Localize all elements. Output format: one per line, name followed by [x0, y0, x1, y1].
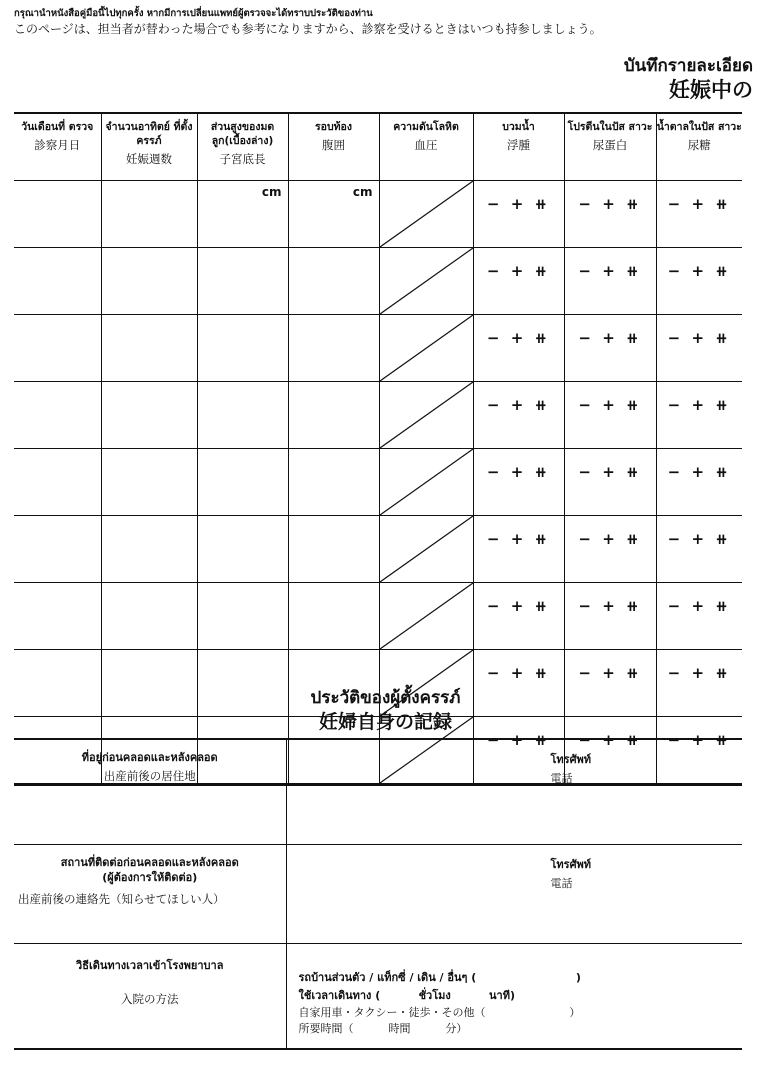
exam-row	[14, 516, 742, 583]
exam-header-row	[14, 113, 742, 181]
notice-thai: กรุณานำหนังสือคู่มือนี้ไปทุกครั้ง หากมีการเปลี่ยนแพทย์ผู้ตรวจจะได้ทราบประวัติของท่าน	[14, 8, 373, 19]
urine-sugar-marks[interactable]: − + ⧺	[656, 583, 742, 650]
residence-row	[14, 739, 742, 845]
urine-sugar-marks[interactable]: − + ⧺	[656, 248, 742, 315]
blood-pressure-cell[interactable]	[379, 315, 473, 382]
edema-marks[interactable]: − + ⧺	[473, 717, 564, 785]
diagonal-divider	[380, 583, 473, 649]
unit-cm-label: cm	[261, 185, 282, 199]
section-title-thai: ประวัติของผู้ตั้งครรภ์	[310, 688, 461, 708]
col-pregnancy-weeks: จำนวนอาทิตย์ ที่ตั้งครรภ์ 妊娠週数	[101, 113, 197, 181]
abdominal-girth-cell[interactable]	[288, 181, 379, 248]
blood-pressure-cell[interactable]	[379, 181, 473, 248]
abdominal-girth-cell[interactable]	[288, 382, 379, 449]
abdominal-girth-cell[interactable]	[288, 248, 379, 315]
unit-cm-label: cm	[352, 185, 373, 199]
abdominal-girth-cell[interactable]	[288, 315, 379, 382]
contact-phone-label-jp: 電話	[550, 877, 573, 890]
access-field[interactable]	[286, 944, 742, 1050]
exam-row	[14, 315, 742, 382]
residence-phone-label-jp: 電話	[550, 772, 573, 785]
weeks-cell[interactable]	[101, 449, 197, 516]
urine-protein-marks[interactable]: − + ⧺	[564, 181, 656, 248]
residence-field[interactable]	[286, 739, 742, 845]
edema-marks[interactable]: − + ⧺	[473, 382, 564, 449]
fundal-height-cell[interactable]	[197, 382, 288, 449]
col-urine-protein: โปรตีนในปัส สาวะ 尿蛋白	[564, 113, 656, 181]
date-cell[interactable]	[14, 181, 101, 248]
weeks-cell[interactable]	[101, 315, 197, 382]
urine-protein-marks[interactable]: − + ⧺	[564, 583, 656, 650]
col-urine-sugar: น้ำตาลในปัส สาวะ 尿糖	[656, 113, 742, 181]
access-options-jp: 自家用車・タクシー・徒歩・その他（ ）	[298, 1006, 581, 1019]
urine-sugar-marks[interactable]: − + ⧺	[656, 650, 742, 717]
notice-japanese: このページは、担当者が替わった場合でも参考になりますから、診察を受けるときはいつも持参しましょう。	[14, 22, 602, 36]
access-row	[14, 944, 742, 1050]
date-cell[interactable]	[14, 516, 101, 583]
fundal-height-cell[interactable]	[197, 315, 288, 382]
fundal-height-cell[interactable]	[197, 583, 288, 650]
diagonal-divider	[380, 248, 473, 314]
edema-marks[interactable]: − + ⧺	[473, 181, 564, 248]
date-cell[interactable]	[14, 382, 101, 449]
exam-row	[14, 181, 742, 248]
contact-label: สถานที่ติดต่อก่อนคลอดและหลังคลอด (ผู้ต้องการให้ติดต่อ) 出産前後の連絡先（知らせてほしい人）	[14, 845, 286, 944]
weeks-cell[interactable]	[101, 248, 197, 315]
weeks-cell[interactable]	[101, 516, 197, 583]
access-time-thai: ใช้เวลาเดินทาง ( ชั่วโมง นาที)	[298, 989, 516, 1002]
urine-sugar-marks[interactable]: − + ⧺	[656, 181, 742, 248]
urine-protein-marks[interactable]: − + ⧺	[564, 248, 656, 315]
abdominal-girth-cell[interactable]	[288, 583, 379, 650]
access-label: วิธีเดินทางเวลาเข้าโรงพยาบาล 入院の方法	[14, 944, 286, 1050]
personal-history-table	[14, 738, 742, 1050]
exam-row	[14, 449, 742, 516]
date-cell[interactable]	[14, 248, 101, 315]
access-time-jp: 所要時間（ 時間 分）	[298, 1022, 468, 1035]
heading-japanese: 妊娠中の	[669, 78, 753, 102]
blood-pressure-cell[interactable]	[379, 382, 473, 449]
blood-pressure-cell[interactable]	[379, 449, 473, 516]
weeks-cell[interactable]	[101, 382, 197, 449]
weeks-cell[interactable]	[101, 583, 197, 650]
col-abdominal-girth: รอบท้อง 腹囲	[288, 113, 379, 181]
section-title-japanese: 妊婦自身の記録	[318, 711, 452, 733]
diagonal-divider	[380, 382, 473, 448]
blood-pressure-cell[interactable]	[379, 516, 473, 583]
urine-protein-marks[interactable]: − + ⧺	[564, 516, 656, 583]
access-options-thai: รถบ้านส่วนตัว / แท็กซี่ / เดิน / อื่นๆ ( )	[298, 971, 581, 984]
date-cell[interactable]	[14, 583, 101, 650]
edema-marks[interactable]: − + ⧺	[473, 516, 564, 583]
exam-row	[14, 382, 742, 449]
diagonal-divider	[380, 516, 473, 582]
heading-thai: บันทึกรายละเอียด	[623, 56, 753, 76]
urine-protein-marks[interactable]: − + ⧺	[564, 717, 656, 785]
residence-label: ที่อยู่ก่อนคลอดและหลังคลอด 出産前後の居住地	[14, 739, 286, 845]
edema-marks[interactable]: − + ⧺	[473, 315, 564, 382]
col-fundal-height: ส่วนสูงของมด ลูก(เบื้องล่าง) 子宮底長	[197, 113, 288, 181]
urine-sugar-marks[interactable]: − + ⧺	[656, 449, 742, 516]
abdominal-girth-cell[interactable]	[288, 449, 379, 516]
edema-marks[interactable]: − + ⧺	[473, 248, 564, 315]
edema-marks[interactable]: − + ⧺	[473, 650, 564, 717]
fundal-height-cell[interactable]	[197, 181, 288, 248]
date-cell[interactable]	[14, 315, 101, 382]
edema-marks[interactable]: − + ⧺	[473, 449, 564, 516]
urine-sugar-marks[interactable]: − + ⧺	[656, 315, 742, 382]
abdominal-girth-cell[interactable]	[288, 516, 379, 583]
col-edema: บวมน้ำ 浮腫	[473, 113, 564, 181]
exam-row	[14, 248, 742, 315]
col-exam-date: วันเดือนที่ ตรวจ 診察月日	[14, 113, 101, 181]
fundal-height-cell[interactable]	[197, 248, 288, 315]
urine-protein-marks[interactable]: − + ⧺	[564, 382, 656, 449]
urine-sugar-marks[interactable]: − + ⧺	[656, 717, 742, 785]
edema-marks[interactable]: − + ⧺	[473, 583, 564, 650]
urine-protein-marks[interactable]: − + ⧺	[564, 449, 656, 516]
date-cell[interactable]	[14, 449, 101, 516]
urine-protein-marks[interactable]: − + ⧺	[564, 650, 656, 717]
fundal-height-cell[interactable]	[197, 449, 288, 516]
diagonal-divider	[380, 449, 473, 515]
weeks-cell[interactable]	[101, 181, 197, 248]
urine-protein-marks[interactable]: − + ⧺	[564, 315, 656, 382]
contact-field[interactable]	[286, 845, 742, 944]
blood-pressure-cell[interactable]	[379, 248, 473, 315]
blood-pressure-cell[interactable]	[379, 583, 473, 650]
contact-phone-label: โทรศัพท์	[550, 858, 592, 871]
exam-row	[14, 583, 742, 650]
diagonal-divider	[380, 181, 473, 247]
col-blood-pressure: ความดันโลหิต 血圧	[379, 113, 473, 181]
diagonal-divider	[380, 315, 473, 381]
residence-phone-label: โทรศัพท์	[550, 753, 592, 766]
fundal-height-cell[interactable]	[197, 516, 288, 583]
urine-sugar-marks[interactable]: − + ⧺	[656, 516, 742, 583]
urine-sugar-marks[interactable]: − + ⧺	[656, 382, 742, 449]
contact-row	[14, 845, 742, 944]
